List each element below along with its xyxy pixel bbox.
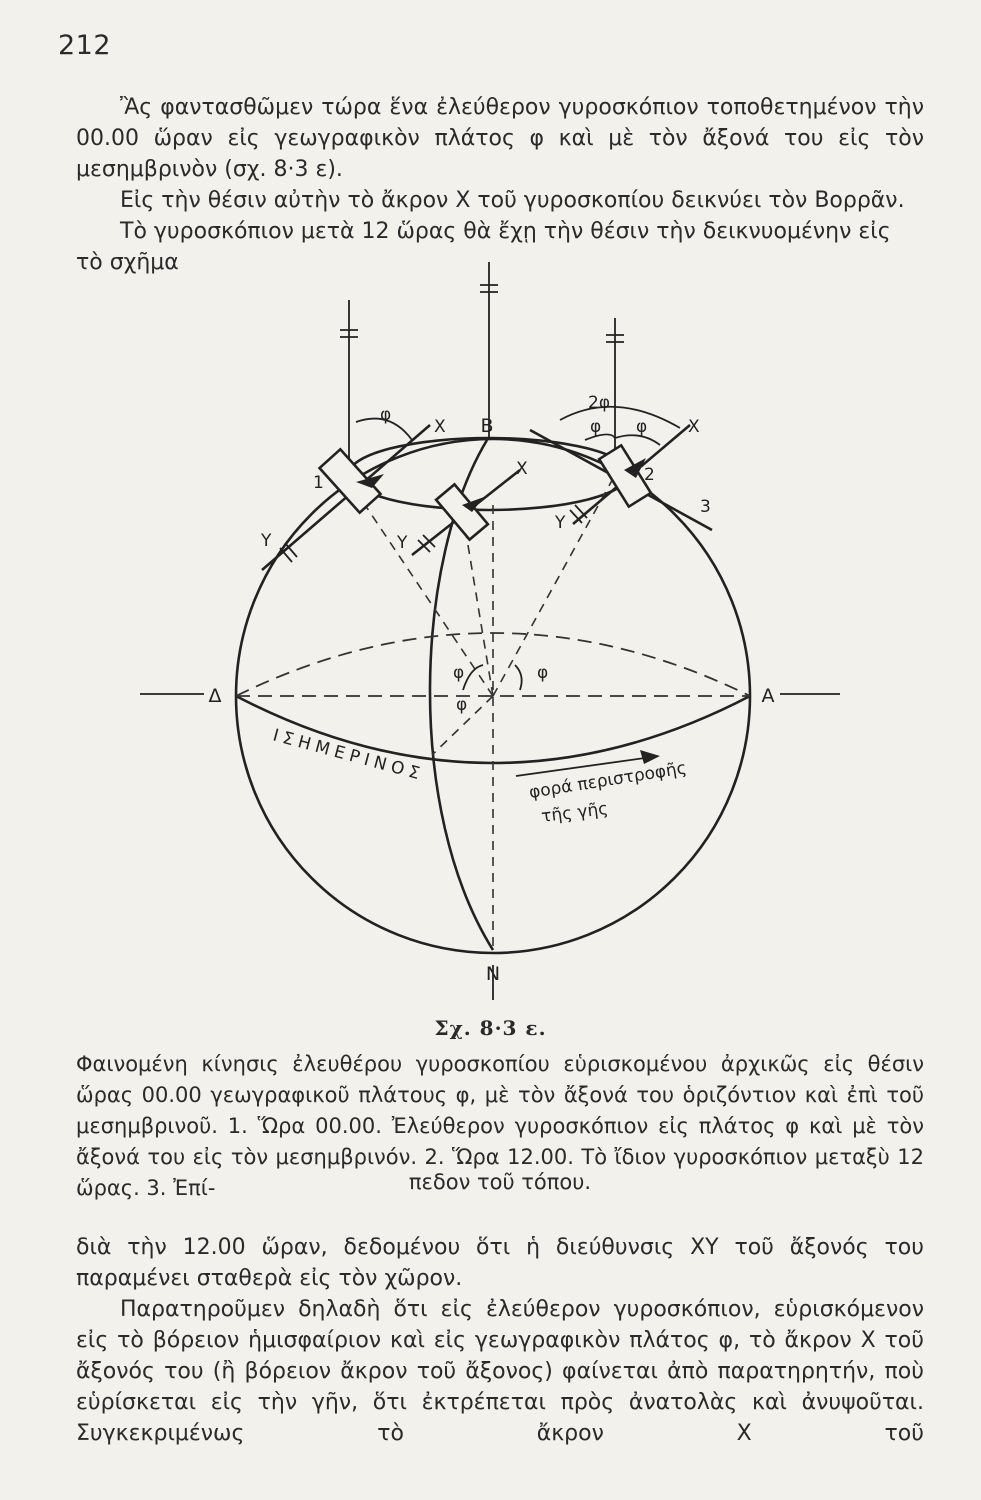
x-label-1: X: [434, 417, 446, 437]
body-paragraph-2: Παρατηροῦμεν δηλαδὴ ὅτι εἰς ἐλεύθερον γυροσκόπιον, εὑρισκόμενον εἰς τὸ βόρειον ἡμισφαίριον καὶ εἰς γεωγραφικὸν πλάτος φ, τὸ ἄκρον X τοῦ ἄξονός του (ἢ βόρειον ἄκρον τοῦ ἄξονος) φαίνεται ἀπὸ παρατηρητήν, ποὺ εὑρίσκεται εἰς τὴν γῆν, ὅτι ἐκτρέπεται πρὸς ἀνατολὰς καὶ ἀνυψοῦται. Συγκεκριμένως τὸ ἄκρον X τοῦ: [76, 1297, 924, 1446]
intro-paragraph-3: Τὸ γυροσκόπιον μετὰ 12 ὥρας θὰ ἔχῃ τὴν θέσιν τὴν δεικνυομένην εἰς τὸ σχῆμα: [76, 219, 891, 275]
phi-label-2a: φ: [590, 417, 602, 437]
phi-label-center-2: φ: [456, 695, 468, 715]
pos1-label: 1: [313, 473, 324, 493]
phi-label-2b: φ: [636, 417, 648, 437]
intro-paragraph-1: Ἂς φαντασθῶμεν τώρα ἕνα ἐλεύθερον γυροσκόπιον τοποθετημένον τὴν 00.00 ὥραν εἰς γεωγραφικὸν πλάτος φ καὶ μὲ τὸν ἄξονά του εἰς τὸν μεσημβρινὸν (σχ. 8·3 ε).: [76, 95, 924, 182]
pos2-label: 2: [644, 465, 655, 485]
latitude-parallel: [349, 438, 629, 510]
phi-label-center-1: φ: [453, 663, 465, 683]
rotation-text-1: φορά περιστροφῆς: [527, 758, 688, 803]
rotation-text-2: τῆς γῆς: [540, 798, 610, 827]
figure-label: Σχ. 8·3 ε.: [434, 1016, 547, 1040]
phi-label-1: φ: [380, 405, 392, 425]
equator-label: ΙΣΗΜΕΡΙΝΟΣ: [270, 725, 427, 786]
body-paragraph-1: διὰ τὴν 12.00 ὥραν, δεδομένου ὅτι ἡ διεύθυνσις XY τοῦ ἄξονός του παραμένει σταθερὰ εἰς τὸν χῶρον.: [76, 1235, 924, 1291]
phi-label-center-3: φ: [537, 663, 549, 683]
two-phi-label: 2φ: [588, 393, 611, 413]
north-label: B: [480, 415, 494, 437]
east-label: A: [761, 685, 775, 707]
figure-caption-tail: πεδον τοῦ τόπου.: [408, 1170, 592, 1194]
y-label-2: Y: [555, 513, 566, 533]
x-label-2: X: [688, 417, 700, 437]
x-label-mid: X: [516, 459, 528, 479]
south-label: N: [485, 963, 501, 985]
pos3-label: 3: [700, 497, 711, 517]
west-label: Δ: [208, 685, 222, 707]
page-number: 212: [58, 30, 112, 61]
figure-caption: Φαινομένη κίνησις ἐλευθέρου γυροσκοπίου εὑρισκομένου ἀρχικῶς εἰς θέσιν ὥρας 00.00 γεωγραφικοῦ πλάτους φ, μὲ τὸν ἄξονά του ὁριζόντιον καὶ ἐπὶ τοῦ μεσημβρινοῦ. 1. Ὥρα 00.00. Ἐλεύθερον γυροσκόπιον εἰς πλάτος φ καὶ μὲ τὸν ἄξονά του εἰς τὸν μεσημβρινόν. 2. Ὥρα 12.00. Τὸ ἴδιον γυροσκόπιον μεταξὺ 12 ὥρας. 3. Ἐπί-: [76, 1052, 924, 1200]
intro-paragraph-2: Εἰς τὴν θέσιν αὐτὴν τὸ ἄκρον X τοῦ γυροσκοπίου δεικνύει τὸν Βορρᾶν.: [120, 188, 905, 213]
y-label-1: Y: [261, 531, 272, 551]
y-label-mid: Y: [397, 533, 408, 553]
